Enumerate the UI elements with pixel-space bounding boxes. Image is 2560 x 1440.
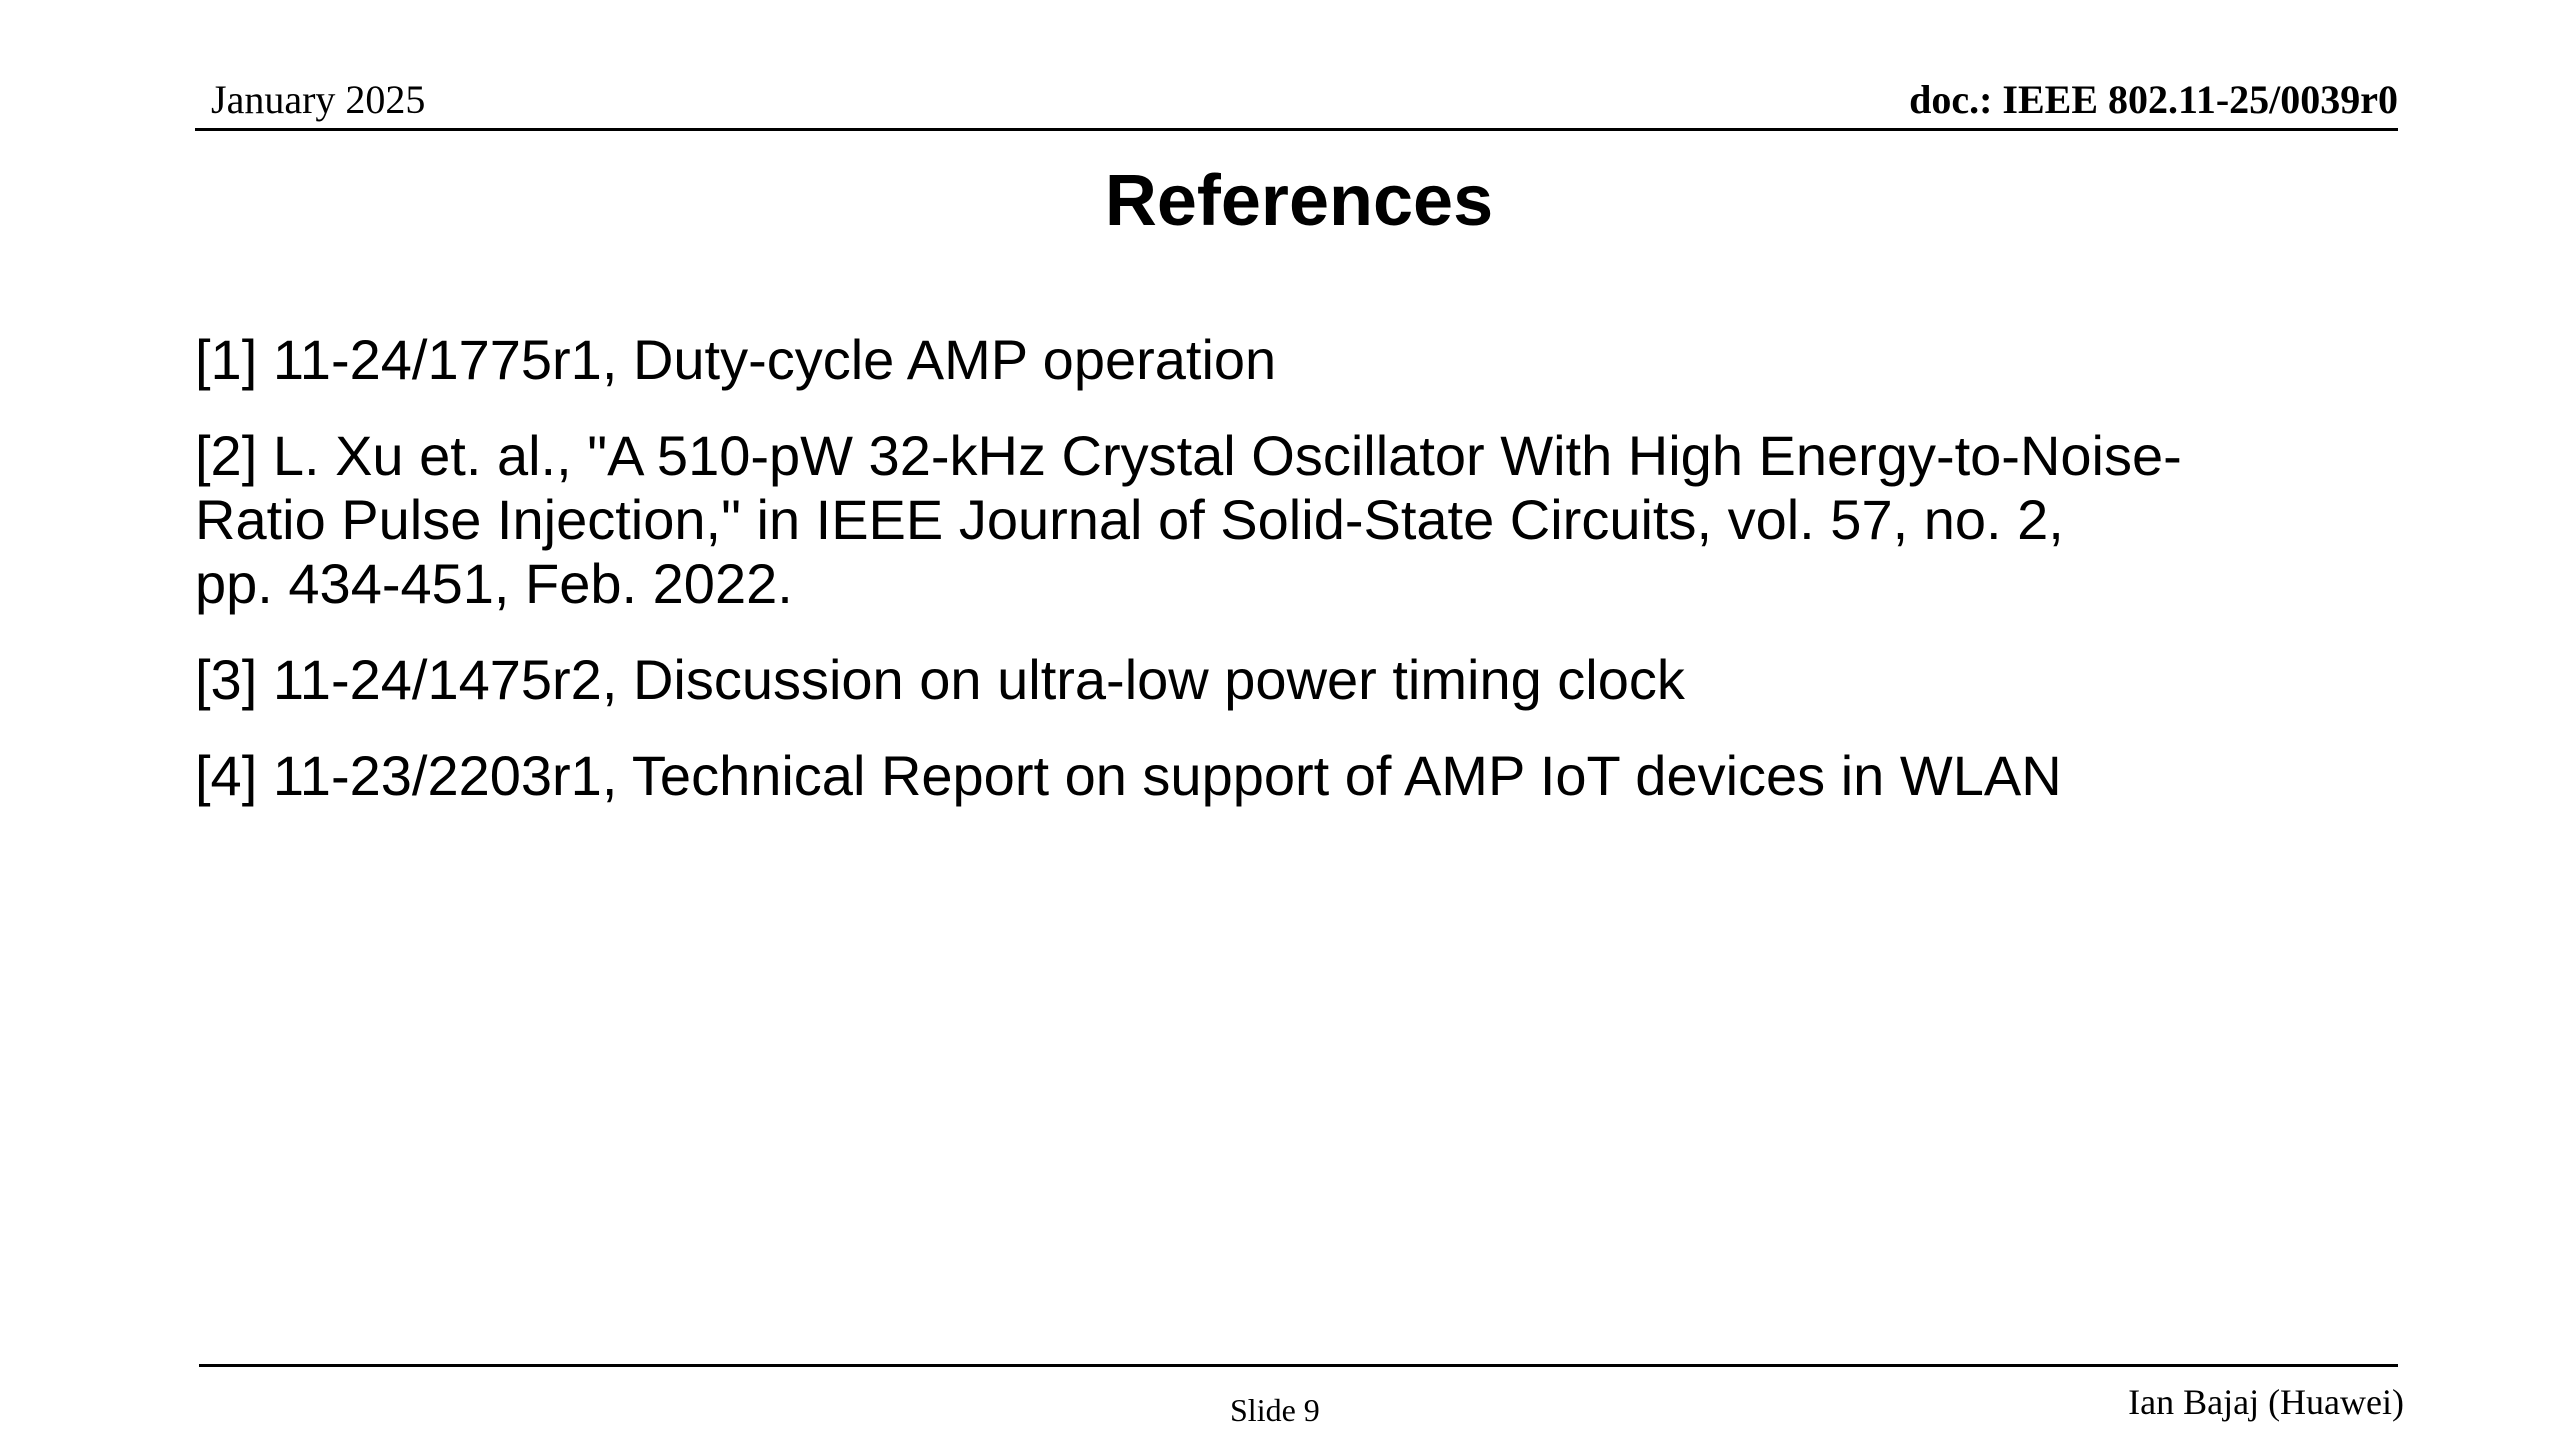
reference-line: [1] 11-24/1775r1, Duty-cycle AMP operation: [195, 328, 1277, 391]
reference-line: Ratio Pulse Injection," in IEEE Journal of Solid-State Circuits, vol. 57, no. 2,: [195, 488, 2064, 551]
header-divider: [195, 128, 2398, 131]
reference-item-1: [195, 328, 2415, 392]
slide-number: Slide 9: [1230, 1392, 1320, 1428]
reference-list: [195, 328, 2415, 840]
header-document-id: doc.: IEEE 802.11-25/0039r0: [1909, 77, 2398, 122]
reference-line: [2] L. Xu et. al., "A 510-pW 32-kHz Crystal Oscillator With High Energy-to-Noise-: [195, 424, 2182, 487]
footer-divider: [199, 1364, 2398, 1367]
reference-line: [4] 11-23/2203r1, Technical Report on support of AMP IoT devices in WLAN: [195, 744, 2062, 807]
reference-item-3: [195, 648, 2415, 712]
reference-line: pp. 434-451, Feb. 2022.: [195, 552, 793, 615]
reference-line: [3] 11-24/1475r2, Discussion on ultra-low power timing clock: [195, 648, 1685, 711]
slide-title: References: [1104, 161, 1494, 241]
header-date: January 2025: [211, 77, 426, 122]
reference-item-2: [195, 424, 2415, 616]
reference-item-4: [195, 744, 2415, 808]
author-credit: Ian Bajaj (Huawei): [2128, 1382, 2404, 1422]
